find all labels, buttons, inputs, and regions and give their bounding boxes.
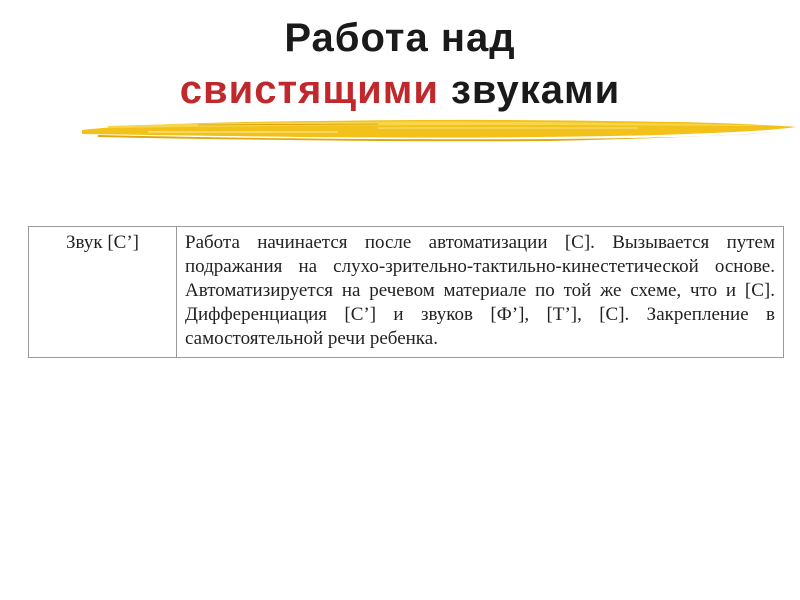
title-rest-word: звуками: [438, 68, 621, 112]
sound-label-cell: Звук [С’]: [29, 227, 177, 358]
table-row: [29, 227, 784, 358]
brush-stroke-decoration: [78, 114, 800, 144]
content-table: [28, 226, 784, 358]
description-cell: Работа начинается после автоматизации [С]. Вызывается путем подражания на слухо-зрительно-тактильно-кинестетической основе. Автоматизируется на речевом материале по той же схеме, что и [С]. Дифференциация [С’] и звуков [Ф’], [Т’], [С]. Закрепление в самостоятельной речи ребенка.: [177, 227, 784, 358]
title-line-1: Работа над: [284, 16, 516, 60]
title-line-2: [0, 64, 800, 116]
title-accent-word: свистящими: [179, 68, 439, 112]
